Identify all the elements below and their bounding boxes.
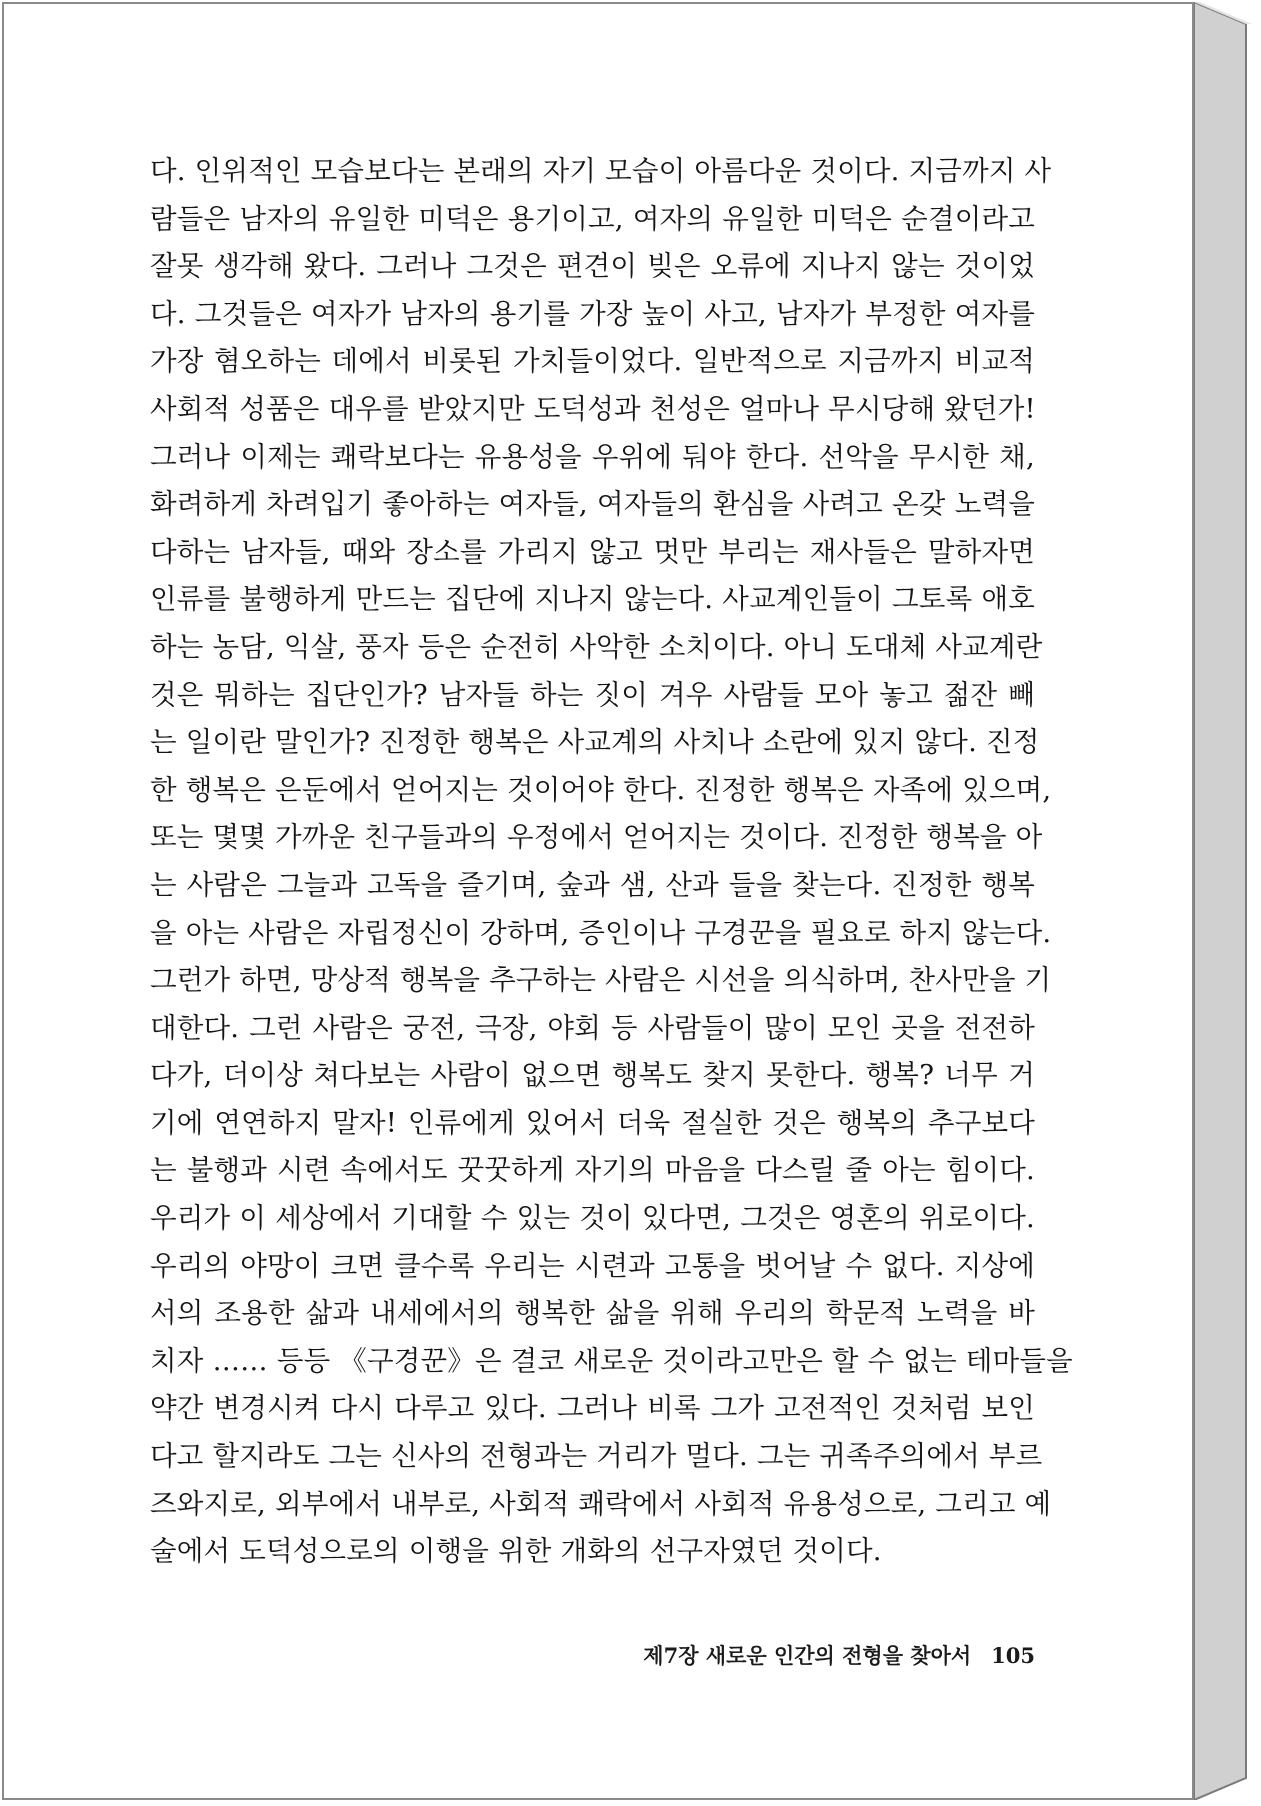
text-line: 서의 조용한 삶과 내세에서의 행복한 삶을 위해 우리의 학문적 노력을 바 — [150, 1297, 1035, 1330]
text-line: 것은 뭐하는 집단인가? 남자들 하는 짓이 겨우 사람들 모아 놓고 젊잔 빼 — [150, 678, 1035, 711]
text-line: 기에 연연하지 말자! 인류에게 있어서 더욱 절실한 것은 행복의 추구보다 — [150, 1106, 1035, 1139]
text-line: 다하는 남자들, 때와 장소를 가리지 않고 멋만 부리는 재사들은 말하자면 — [150, 535, 1035, 568]
text-line: 는 불행과 시련 속에서도 꿋꿋하게 자기의 마음을 다스릴 줄 아는 힘이다. — [150, 1154, 1035, 1187]
page-edge-shading — [1194, 2, 1256, 1800]
text-line: 그런가 하면, 망상적 행복을 추구하는 사람은 시선을 의식하며, 찬사만을 기 — [150, 964, 1052, 997]
text-line: 는 일이란 말인가? 진정한 행복은 사교계의 사치나 소란에 있지 않다. 진정 — [150, 726, 1040, 759]
text-line: 치자 …… 등등 《구경꾼》은 결코 새로운 것이라고만은 할 수 없는 테마들을 — [150, 1344, 1073, 1377]
text-line: 람들은 남자의 유일한 미덕은 용기이고, 여자의 유일한 미덕은 순결이라고 — [150, 202, 1035, 235]
text-line: 술에서 도덕성으로의 이행을 위한 개화의 선구자였던 것이다. — [150, 1535, 882, 1568]
text-line: 잘못 생각해 왔다. 그러나 그것은 편견이 빚은 오류에 지나지 않는 것이었 — [150, 250, 1035, 283]
text-line: 약간 변경시켜 다시 다루고 있다. 그러나 비록 그가 고전적인 것처럼 보인 — [150, 1392, 1035, 1425]
text-line: 사회적 성품은 대우를 받았지만 도덕성과 천성은 얼마나 무시당해 왔던가! — [150, 392, 1036, 425]
text-line: 한 행복은 은둔에서 얻어지는 것이어야 한다. 진정한 행복은 자족에 있으며, — [150, 773, 1052, 806]
text-line: 하는 농담, 익살, 풍자 등은 순전히 사악한 소치이다. 아니 도대체 사교계란 — [150, 630, 1043, 663]
text-line: 다. 그것들은 여자가 남자의 용기를 가장 높이 사고, 남자가 부정한 여자를 — [150, 297, 1035, 330]
text-line: 우리가 이 세상에서 기대할 수 있는 것이 있다면, 그것은 영혼의 위로이다. — [150, 1202, 1035, 1235]
body-text — [150, 148, 1073, 1576]
text-line: 다. 인위적인 모습보다는 본래의 자기 모습이 아름다운 것이다. 지금까지 사 — [150, 155, 1052, 187]
text-line: 또는 몇몇 가까운 친구들과의 우정에서 얻어지는 것이다. 진정한 행복을 아 — [150, 821, 1043, 854]
text-line: 가장 혐오하는 데에서 비롯된 가치들이었다. 일반적으로 지금까지 비교적 — [150, 345, 1035, 378]
text-line: 다가, 더이상 쳐다보는 사람이 없으면 행복도 찾지 못한다. 행복? 너무 거 — [150, 1059, 1035, 1092]
text-line: 을 아는 사람은 자립정신이 강하며, 증인이나 구경꾼을 필요로 하지 않는다. — [150, 916, 1052, 949]
text-line: 화려하게 차려입기 좋아하는 여자들, 여자들의 환심을 사려고 온갖 노력을 — [150, 488, 1035, 521]
text-line: 인류를 불행하게 만드는 집단에 지나지 않는다. 사교계인들이 그토록 애호 — [150, 583, 1035, 616]
text-line: 는 사람은 그늘과 고독을 즐기며, 숲과 샘, 산과 들을 찾는다. 진정한 행복 — [150, 868, 1035, 901]
text-line: 다고 할지라도 그는 신사의 전형과는 거리가 멀다. 그는 귀족주의에서 부르 — [150, 1440, 1043, 1473]
text-line: 즈와지로, 외부에서 내부로, 사회적 쾌락에서 사회적 유용성으로, 그리고 예 — [150, 1487, 1052, 1520]
text-line: 대한다. 그런 사람은 궁전, 극장, 야회 등 사람들이 많이 모인 곳을 전전하 — [150, 1011, 1035, 1044]
text-line: 우리의 야망이 크면 클수록 우리는 시련과 고통을 벗어날 수 없다. 지상에 — [150, 1249, 1035, 1282]
page-footer — [150, 1640, 1035, 1670]
page-number: 105 — [991, 1643, 1035, 1668]
running-head: 제7장 새로운 인간의 전형을 찾아서 — [643, 1643, 972, 1668]
text-line: 그러나 이제는 쾌락보다는 유용성을 우위에 둬야 한다. 선악을 무시한 채, — [150, 440, 1035, 473]
